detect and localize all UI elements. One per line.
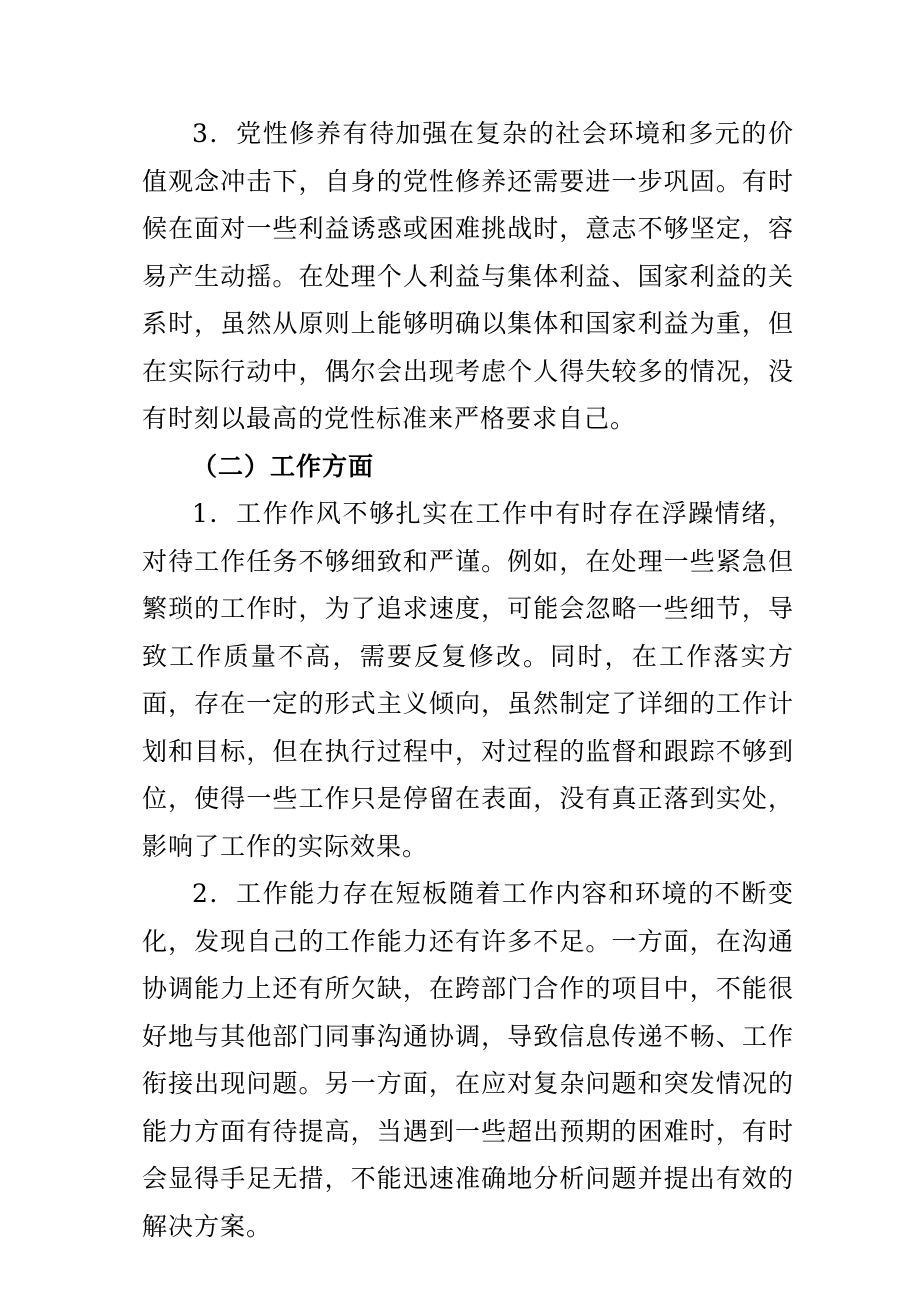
paragraph-work-style: 1．工作作风不够扎实在工作中有时存在浮躁情绪，对待工作任务不够细致和严谨。例如，在处理一些紧急但繁琐的工作时，为了追求速度，可能会忽略一些细节，导致工作质量不高，需要反复修改。同时，在工作落实方面，存在一定的形式主义倾向，虽然制定了详细的工作计划和目标，但在执行过程中，对过程的监督和跟踪不够到位，使得一些工作只是停留在表面，没有真正落到实处，影响了工作的实际效果。 xyxy=(142,499,794,861)
paragraph-party-cultivation: 3．党性修养有待加强在复杂的社会环境和多元的价值观念冲击下，自身的党性修养还需要进一步巩固。有时候在面对一些利益诱惑或困难挑战时，意志不够坚定，容易产生动摇。在处理个人利益与集体利益、国家利益的关系时，虽然从原则上能够明确以集体和国家利益为重，但在实际行动中，偶尔会出现考虑个人得失较多的情况，没有时刻以最高的党性标准来严格要求自己。 xyxy=(142,119,794,433)
section-heading-work: （二）工作方面 xyxy=(192,451,375,481)
document-body xyxy=(142,110,794,1250)
paragraph-work-ability: 2．工作能力存在短板随着工作内容和环境的不断变化，发现自己的工作能力还有许多不足。一方面，在沟通协调能力上还有所欠缺，在跨部门合作的项目中，不能很好地与其他部门同事沟通协调，导致信息传递不畅、工作衔接出现问题。另一方面，在应对复杂问题和突发情况的能力方面有待提高，当遇到一些超出预期的困难时，有时会显得手足无措，不能迅速准确地分析问题并提出有效的解决方案。 xyxy=(142,879,794,1241)
